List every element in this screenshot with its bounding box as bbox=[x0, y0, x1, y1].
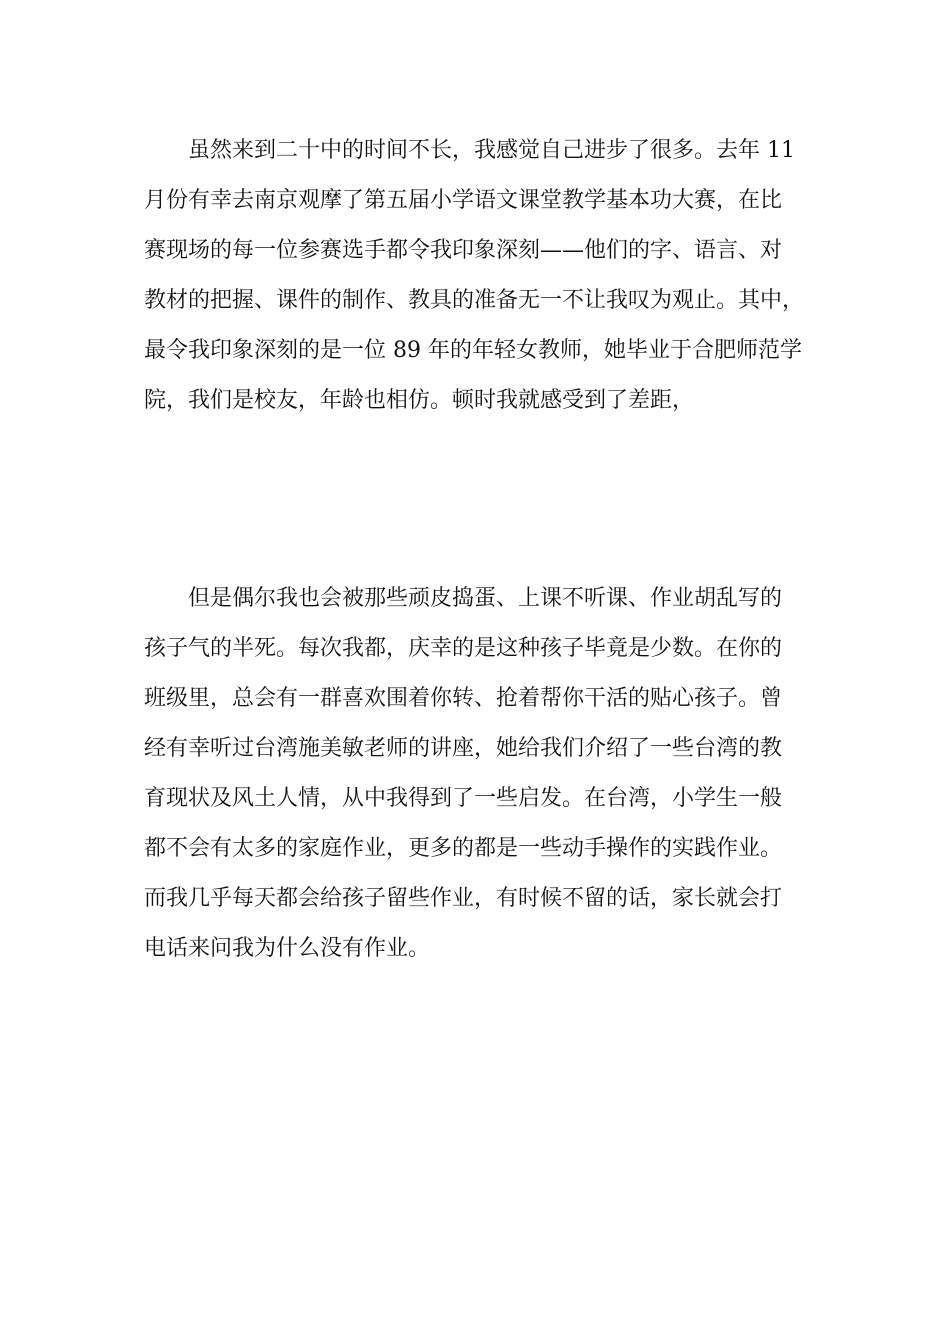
paragraph-line: 都不会有太多的家庭作业，更多的都是一些动手操作的实践作业。 bbox=[144, 836, 783, 861]
paragraph-line: 经有幸听过台湾施美敏老师的讲座，她给我们介绍了一些台湾的教 bbox=[144, 736, 783, 761]
paragraph-line: 教材的把握、课件的制作、教具的准备无一不让我叹为观止。其中， bbox=[144, 288, 805, 313]
paragraph-line: 电话来问我为什么没有作业。 bbox=[144, 936, 431, 961]
paragraph-line: 育现状及风土人情，从中我得到了一些启发。在台湾，小学生一般 bbox=[144, 786, 783, 811]
paragraph-line: 最令我印象深刻的是一位 89 年的年轻女教师，她毕业于合肥师范学 bbox=[144, 338, 802, 363]
paragraph-line: 班级里，总会有一群喜欢围着你转、抢着帮你干活的贴心孩子。曾 bbox=[144, 686, 783, 711]
paragraph-line: 赛现场的每一位参赛选手都令我印象深刻——他们的字、语言、对 bbox=[144, 238, 783, 263]
paragraph-line: 孩子气的半死。每次我都，庆幸的是这种孩子毕竟是少数。在你的 bbox=[144, 636, 783, 661]
paragraph-line: 院，我们是校友，年龄也相仿。顿时我就感受到了差距， bbox=[144, 388, 695, 413]
paragraph-line: 但是偶尔我也会被那些顽皮捣蛋、上课不听课、作业胡乱写的 bbox=[144, 586, 783, 611]
paragraph-line: 虽然来到二十中的时间不长，我感觉自己进步了很多。去年 11 bbox=[144, 138, 795, 163]
paragraph-1 bbox=[144, 126, 804, 426]
paragraph-2 bbox=[144, 574, 804, 974]
paragraph-line: 而我几乎每天都会给孩子留些作业，有时候不留的话，家长就会打 bbox=[144, 886, 783, 911]
paragraph-line: 月份有幸去南京观摩了第五届小学语文课堂教学基本功大赛，在比 bbox=[144, 188, 783, 213]
